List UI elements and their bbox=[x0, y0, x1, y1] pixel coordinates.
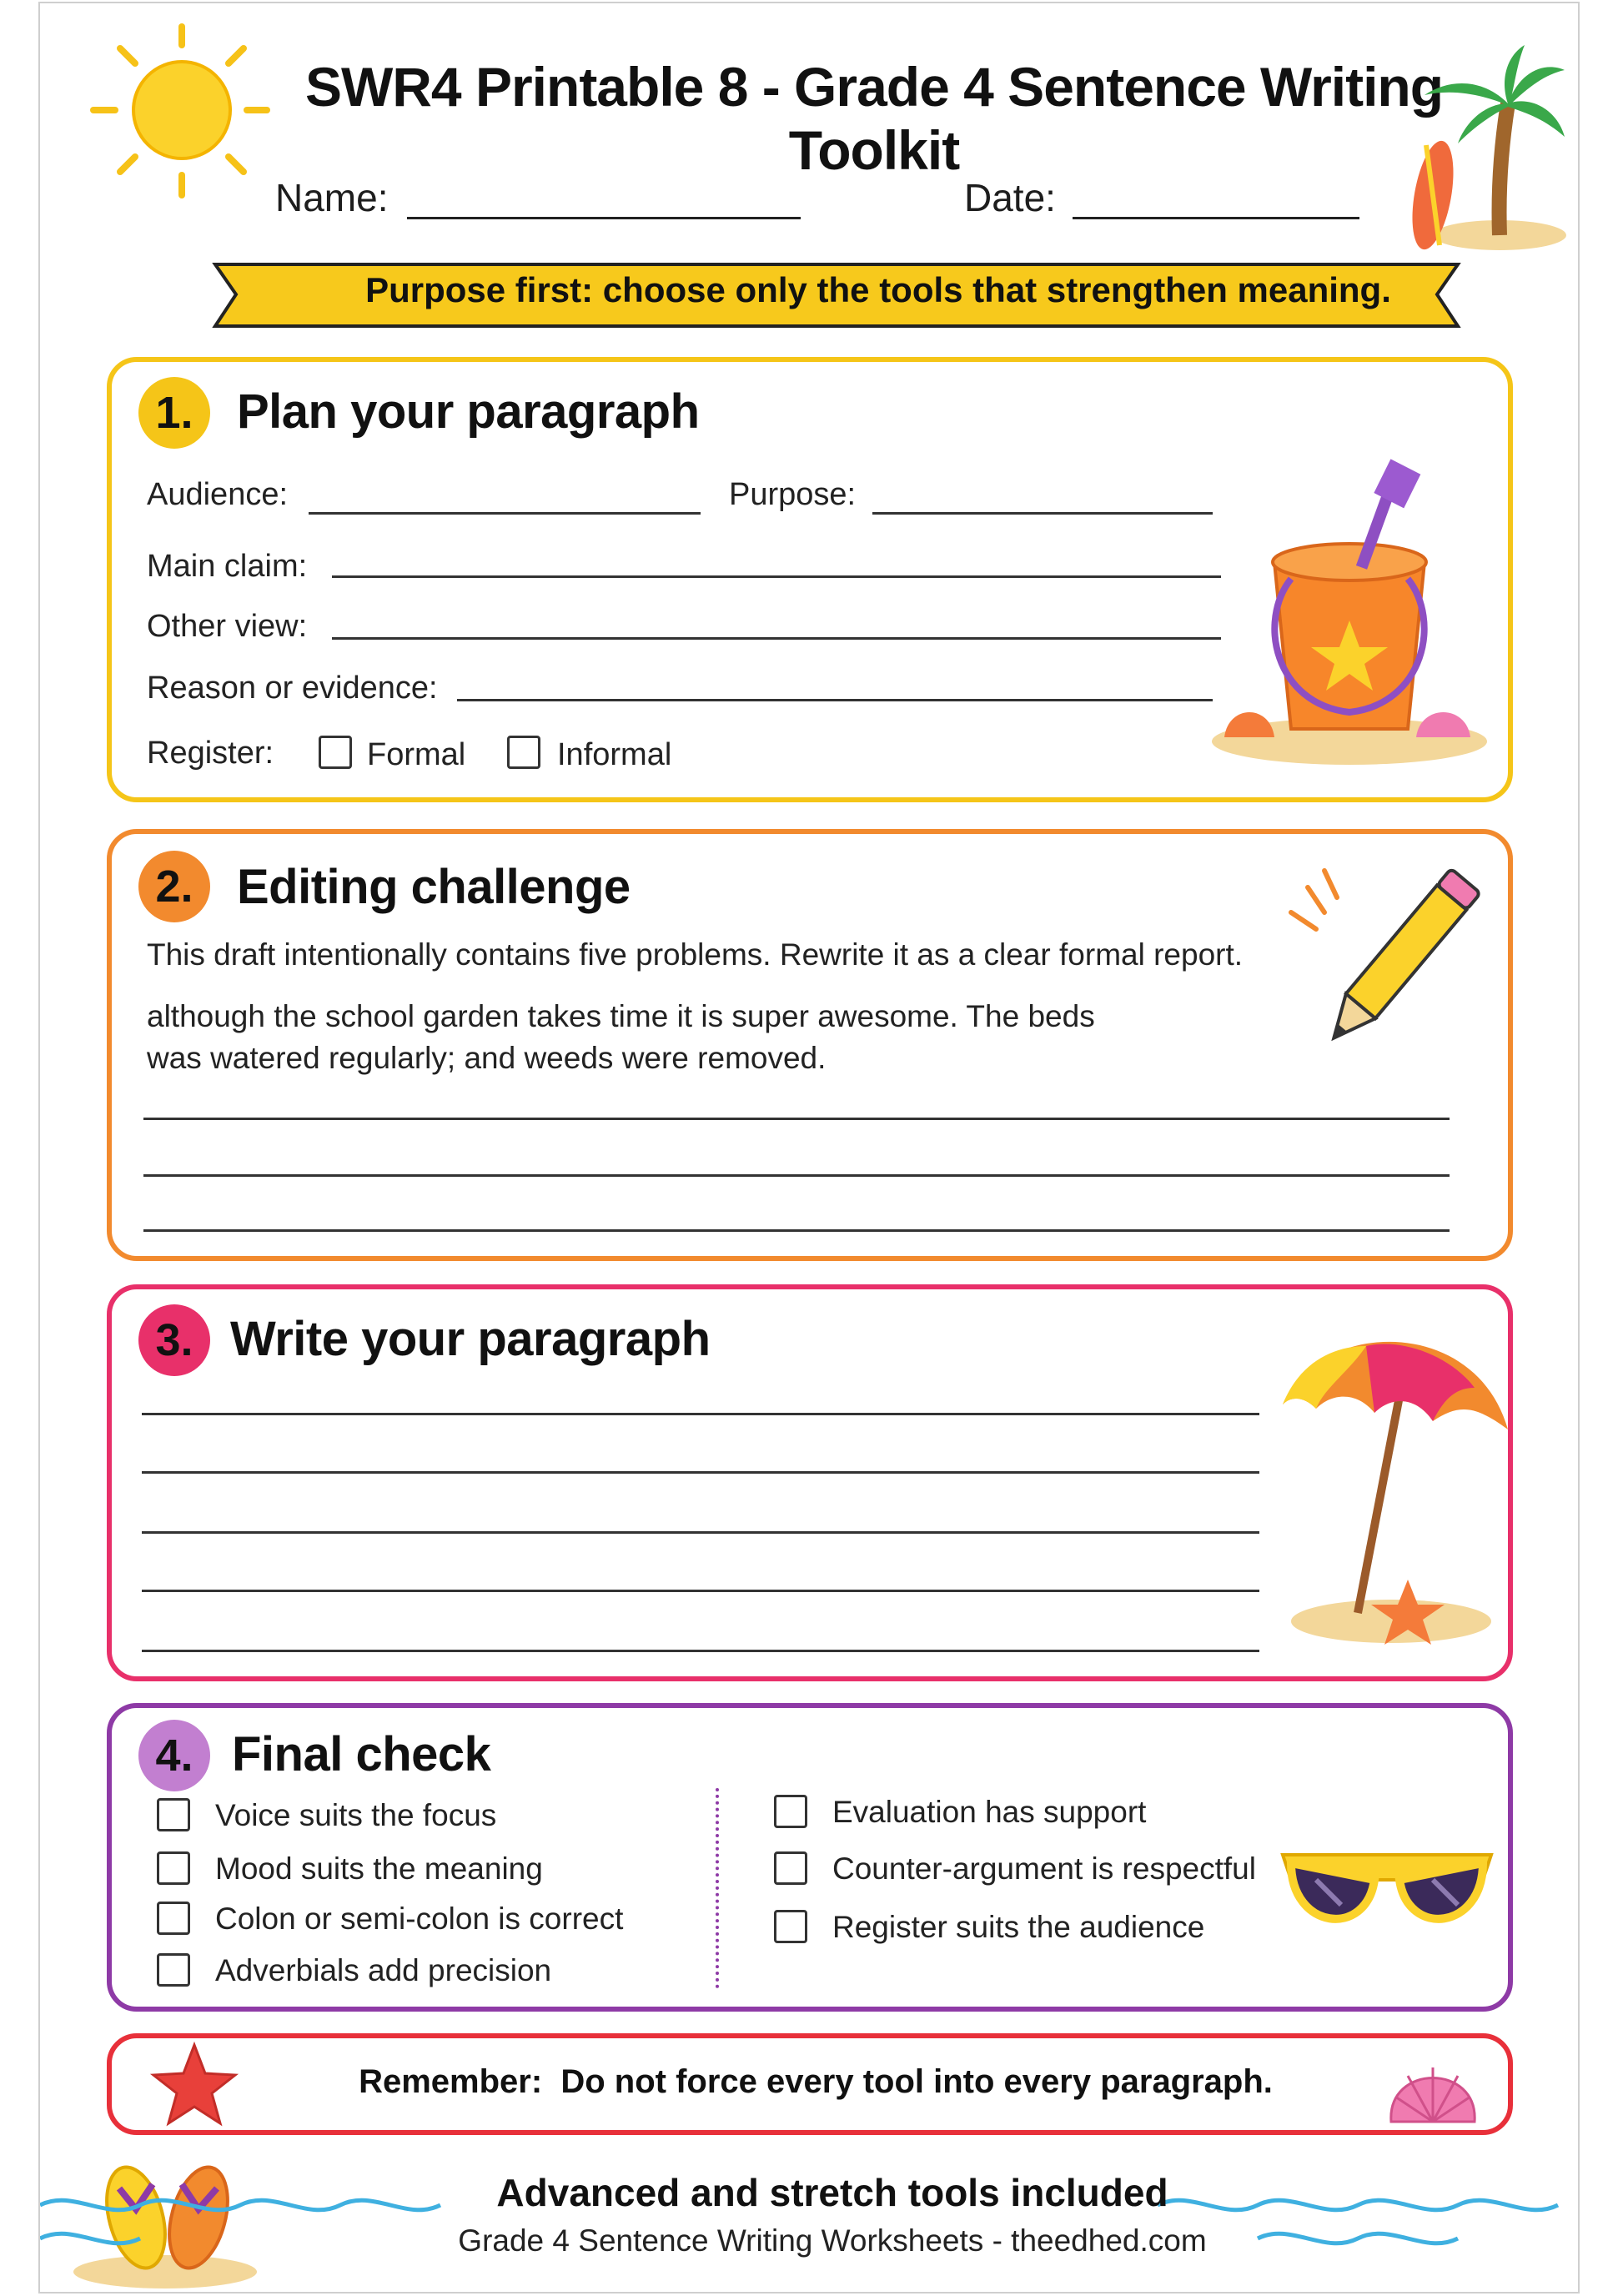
check-adverbials-box[interactable] bbox=[157, 1953, 190, 1987]
main-claim-label: Main claim: bbox=[147, 549, 308, 584]
reason-field[interactable] bbox=[457, 699, 1213, 701]
check-register-label: Register suits the audience bbox=[832, 1910, 1205, 1944]
check-counter-box[interactable] bbox=[774, 1851, 807, 1885]
check-colon-label: Colon or semi-colon is correct bbox=[215, 1902, 624, 1936]
formal-checkbox[interactable] bbox=[319, 736, 352, 769]
purpose-label: Purpose: bbox=[729, 477, 857, 512]
name-label: Name: bbox=[275, 176, 389, 219]
check-evaluation-label: Evaluation has support bbox=[832, 1795, 1147, 1829]
sand-bucket-icon bbox=[1208, 454, 1491, 771]
paragraph-line-3[interactable] bbox=[142, 1531, 1259, 1534]
section2-title: Editing challenge bbox=[237, 860, 631, 914]
name-field[interactable] bbox=[407, 217, 801, 219]
reason-label: Reason or evidence: bbox=[147, 671, 438, 706]
purpose-field[interactable] bbox=[872, 512, 1213, 515]
section3-title: Write your paragraph bbox=[230, 1312, 711, 1366]
starfish-icon bbox=[148, 2040, 240, 2132]
footer-subtitle: Grade 4 Sentence Writing Worksheets - theedhed.com bbox=[458, 2223, 1207, 2258]
page-title: SWR4 Printable 8 - Grade 4 Sentence Writing Toolkit bbox=[304, 56, 1444, 181]
paragraph-line-4[interactable] bbox=[142, 1590, 1259, 1592]
informal-checkbox[interactable] bbox=[507, 736, 540, 769]
seashell-icon bbox=[1383, 2047, 1483, 2130]
section3-number: 3. bbox=[138, 1304, 210, 1376]
draft-line-2: was watered regularly; and weeds were removed. bbox=[147, 1041, 827, 1075]
other-view-field[interactable] bbox=[332, 637, 1221, 640]
reminder-message: Do not force every tool into every paragraph. bbox=[560, 2063, 1273, 2100]
palm-tree-icon bbox=[1374, 37, 1566, 254]
pencil-icon bbox=[1291, 862, 1508, 1063]
check-voice-label: Voice suits the focus bbox=[215, 1798, 497, 1832]
section2-number: 2. bbox=[138, 851, 210, 922]
date-label: Date: bbox=[964, 176, 1056, 219]
check-register-box[interactable] bbox=[774, 1910, 807, 1943]
worksheet-page bbox=[38, 2, 1580, 2293]
footer-title: Advanced and stretch tools included bbox=[496, 2171, 1168, 2214]
paragraph-line-2[interactable] bbox=[142, 1471, 1259, 1474]
paragraph-line-1[interactable] bbox=[142, 1413, 1259, 1415]
formal-option: Formal bbox=[367, 737, 466, 772]
rewrite-line-2[interactable] bbox=[143, 1174, 1450, 1177]
check-adverbials-label: Adverbials add precision bbox=[215, 1953, 552, 1987]
informal-option: Informal bbox=[557, 737, 672, 772]
rewrite-line-1[interactable] bbox=[143, 1118, 1450, 1120]
checklist-divider bbox=[716, 1788, 719, 1988]
other-view-label: Other view: bbox=[147, 609, 308, 644]
register-label: Register: bbox=[147, 736, 274, 771]
beach-umbrella-icon bbox=[1266, 1313, 1516, 1646]
reminder-label: Remember: bbox=[359, 2063, 543, 2100]
check-mood-box[interactable] bbox=[157, 1851, 190, 1885]
date-field[interactable] bbox=[1073, 217, 1359, 219]
sun-icon bbox=[82, 20, 274, 203]
check-mood-label: Mood suits the meaning bbox=[215, 1851, 543, 1886]
section4-title: Final check bbox=[232, 1727, 491, 1781]
editing-instructions: This draft intentionally contains five problems. Rewrite it as a clear formal report. bbox=[147, 937, 1244, 972]
check-counter-label: Counter-argument is respectful bbox=[832, 1851, 1256, 1886]
check-colon-box[interactable] bbox=[157, 1902, 190, 1935]
section4-number: 4. bbox=[138, 1720, 210, 1791]
surfboard-icon bbox=[1408, 137, 1458, 254]
banner-text: Purpose first: choose only the tools that strengthen meaning. bbox=[365, 270, 1391, 309]
audience-field[interactable] bbox=[309, 512, 701, 515]
main-claim-field[interactable] bbox=[332, 575, 1221, 578]
check-evaluation-box[interactable] bbox=[774, 1795, 807, 1828]
sunglasses-icon bbox=[1274, 1830, 1500, 1955]
reminder-text bbox=[274, 2063, 1358, 2101]
section1-title: Plan your paragraph bbox=[237, 384, 700, 439]
audience-label: Audience: bbox=[147, 477, 289, 512]
draft-line-1: although the school garden takes time it is super awesome. The beds bbox=[147, 999, 1095, 1033]
check-voice-box[interactable] bbox=[157, 1798, 190, 1831]
section1-number: 1. bbox=[138, 377, 210, 449]
rewrite-line-3[interactable] bbox=[143, 1229, 1450, 1232]
paragraph-line-5[interactable] bbox=[142, 1650, 1259, 1652]
